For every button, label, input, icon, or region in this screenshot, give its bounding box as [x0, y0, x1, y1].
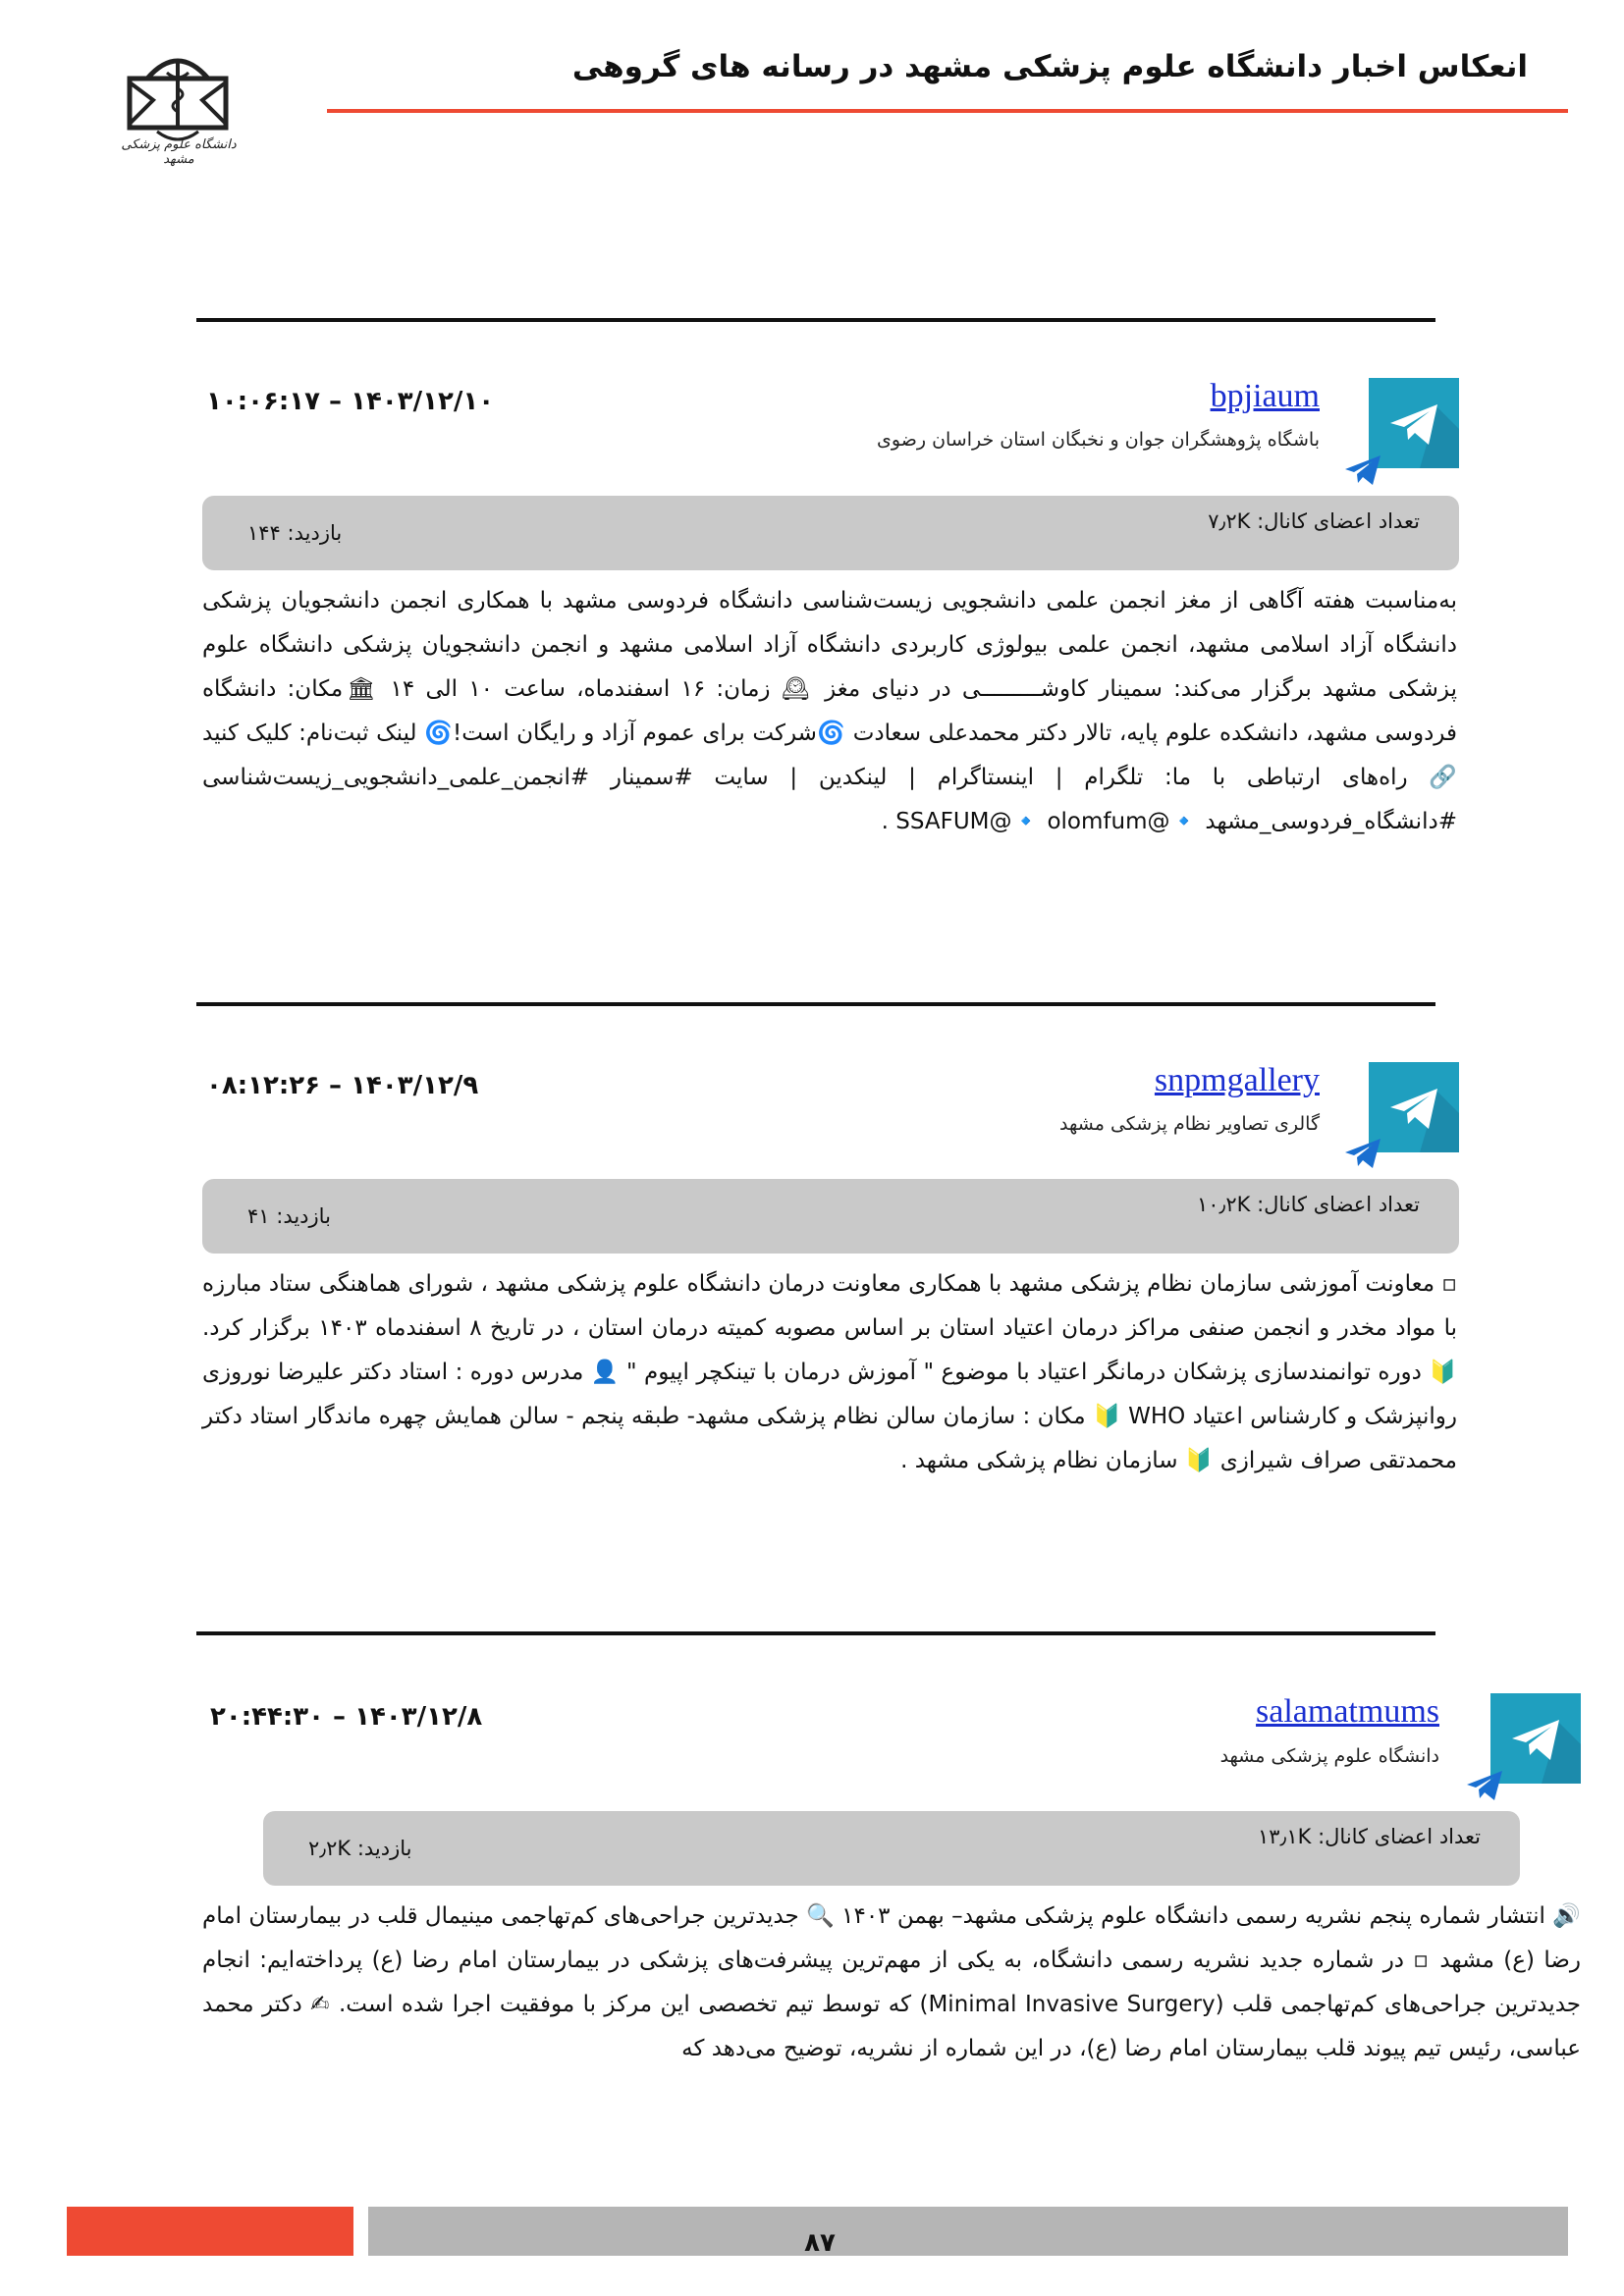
- channel-handle-link[interactable]: snpmgallery: [1154, 1062, 1320, 1098]
- telegram-small-icon: [1343, 1137, 1382, 1170]
- post-datetime: ۲۰:۴۴:۳۰ – ۱۴۰۳/۱۲/۸: [210, 1702, 483, 1732]
- post-datetime: ۱۰:۰۶:۱۷ – ۱۴۰۳/۱۲/۱۰: [206, 387, 495, 416]
- post-separator: [196, 1002, 1435, 1006]
- channel-handle-link[interactable]: salamatmums: [1256, 1693, 1439, 1730]
- post-body: به‌مناسبت هفته آگاهی از مغز انجمن علمی دانشجویی زیست‌شناسی دانشگاه فردوسی مشهد با همکاری انجمن دانشجویان پزشکی دانشگاه آزاد اسلامی مشهد، انجمن علمی بیولوژی کاربردی دانشگاه آزاد اسلامی مشهد و انجمن دانشجویان پزشکی دانشگاه علوم پزشکی مشهد برگزار می‌کند: سمینار کاوشـــــــــی در دنیای مغز 🕰 زمان: ۱۶ اسفندماه، ساعت ۱۰ الی ۱۴ 🏛مکان: دانشگاه فردوسی مشهد، دانشکده علوم پایه، تالار دکتر محمدعلی سعادت 🌀شرکت برای عموم آزاد و رایگان است!🌀 لینک ثبت‌نام: کلیک کنید 🔗 راه‌های ارتباطی با ما: تلگرام | اینستاگرام | لینکدین | سایت #سمینار #انجمن_علمی_دانشجویی_زیست‌شناسی #دانشگاه_فردوسی_مشهد 🔹@SSAFUM@🔹 olomfum .: [202, 588, 1457, 834]
- view-count: بازدید: ۲٫۲K: [308, 1837, 412, 1860]
- post-stats-box: [263, 1811, 1520, 1886]
- page-number: ۸۷: [804, 2228, 836, 2258]
- post-body: ▫ معاونت آموزشی سازمان نظام پزشکی مشهد با همکاری معاونت درمان دانشگاه علوم پزشکی مشهد ، شورای هماهنگی ستاد مبارزه با مواد مخدر و انجمن صنفی مراکز درمان اعتیاد استان بر اساس مصوبه کمیته درمان استان ، در تاریخ ۸ اسفندماه ۱۴۰۳ برگزار کرد. 🔰 دوره توانمندسازی پزشکان درمانگر اعتیاد با موضوع " آموزش درمان با تینکچر اپیوم " 👤 مدرس دوره : استاد دکتر علیرضا نوروزی روانپزشک و کارشناس اعتیاد WHO 🔰 مکان : سازمان سالن نظام پزشکی مشهد- طبقه پنجم - سالن همایش چهره ماندگار استاد دکتر محمدتقی صراف شیرازی 🔰 سازمان نظام پزشکی مشهد .: [202, 1271, 1458, 1473]
- footer-accent-bar: [67, 2207, 353, 2256]
- telegram-small-icon: [1465, 1769, 1504, 1802]
- post-stats-box: [202, 496, 1459, 570]
- post-stats-box: [202, 1179, 1459, 1254]
- post-separator: [196, 318, 1435, 322]
- logo-caption: دانشگاه علوم پزشکی مشهد: [121, 137, 237, 167]
- post-body: 🔊 انتشار شماره پنجم نشریه رسمی دانشگاه علوم پزشکی مشهد– بهمن ۱۴۰۳ 🔍 جدیدترین جراحی‌های کم‌تهاجمی مینیمال قلب در بیمارستان امام رضا (ع) مشهد ▫ در شماره جدید نشریه رسمی دانشگاه، به یکی از مهم‌ترین پیشرفت‌های پزشکی در بیمارستان امام رضا (ع) پرداخته‌ایم: انجام جدیدترین جراحی‌های کم‌تهاجمی قلب (Minimal Invasive Surgery) که توسط تیم تخصصی این مرکز با موفقیت اجرا شده است. ✍ دکتر محمد عباسی، رئیس تیم پیوند قلب بیمارستان امام رضا (ع)، در این شماره از نشریه، توضیح می‌دهد که: [202, 1903, 1581, 2061]
- post-datetime: ۰۸:۱۲:۲۶ – ۱۴۰۳/۱۲/۹: [206, 1071, 479, 1100]
- channel-description: دانشگاه علوم پزشکی مشهد: [1219, 1745, 1439, 1767]
- view-count: بازدید: ۱۴۴: [247, 521, 343, 545]
- channel-handle-link[interactable]: bpjiaum: [1210, 378, 1320, 414]
- member-count: تعداد اعضای کانال: ۷٫۲K: [1208, 509, 1420, 533]
- page-title: انعکاس اخبار دانشگاه علوم پزشکی مشهد در رسانه های گروهی: [571, 49, 1528, 84]
- channel-description: گالری تصاویر نظام پزشکی مشهد: [1059, 1113, 1320, 1135]
- title-underline: [327, 109, 1568, 113]
- member-count: تعداد اعضای کانال: ۱۳٫۱K: [1257, 1825, 1481, 1848]
- member-count: تعداد اعضای کانال: ۱۰٫۲K: [1196, 1193, 1420, 1216]
- view-count: بازدید: ۴۱: [247, 1204, 331, 1228]
- telegram-small-icon: [1343, 454, 1382, 487]
- footer-bar: [368, 2207, 1568, 2256]
- post-separator: [196, 1631, 1435, 1635]
- channel-description: باشگاه پژوهشگران جوان و نخبگان استان خراسان رضوی: [877, 429, 1320, 451]
